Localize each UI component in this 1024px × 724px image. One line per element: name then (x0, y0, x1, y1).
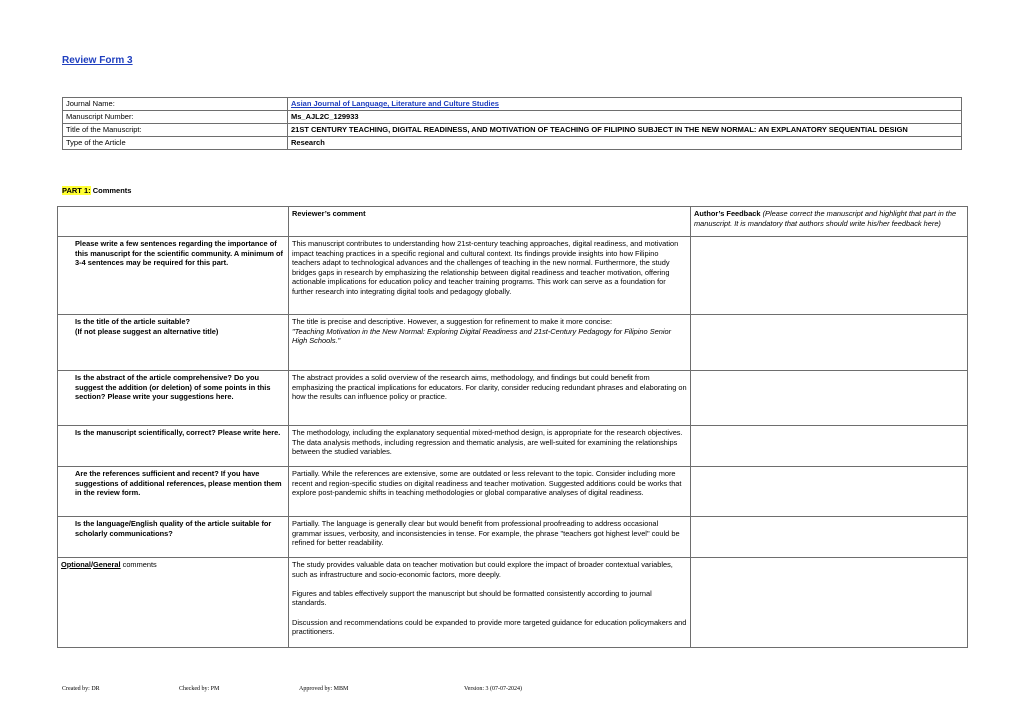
footer-version: Version: 3 (07-07-2024) (464, 686, 522, 692)
optional-paragraph-2: Figures and tables effectively support the manuscript but should be formatted consistently according to journal standards. (292, 588, 652, 608)
table-row (58, 426, 968, 467)
manuscript-number-label: Manuscript Number: (63, 111, 288, 124)
comments-table (57, 206, 968, 648)
manuscript-title-value: 21ST CENTURY TEACHING, DIGITAL READINESS, AND MOTIVATION OF TEACHING OF FILIPINO SUBJECT IN THE NEW NORMAL: AN EXPLANATORY SEQUENTIAL DESIGN (288, 124, 962, 137)
table-row (58, 237, 968, 315)
journal-row (63, 98, 962, 111)
author-feedback-cell[interactable] (691, 315, 968, 371)
manuscript-title-row (63, 124, 962, 137)
part-1-highlight: PART 1: (62, 186, 91, 195)
comment-title-suggestion: "Teaching Motivation in the New Normal: Exploring Digital Readiness and 21st-Century Pedagogy for Filipino Senior High Schools." (292, 326, 672, 346)
article-type-label: Type of the Article (63, 137, 288, 150)
comment-title (289, 315, 691, 371)
journal-label: Journal Name: (63, 98, 288, 111)
comment-language: Partially. The language is generally clear but would benefit from professional proofreading to address occasional grammar issues, verbosity, and inconsistencies in tense. For example, the phrase "teachers got highest level" could be refined for better readability. (289, 517, 691, 558)
manuscript-number-row (63, 111, 962, 124)
question-references: Are the references sufficient and recent? If you have suggestions of additional references, please mention them in the review form. (58, 467, 289, 517)
optional-label-slash: / (90, 560, 94, 569)
manuscript-info-table (62, 97, 962, 150)
header-reviewer-comment: Reviewer’s comment (289, 207, 691, 237)
question-language: Is the language/English quality of the article suitable for scholarly communications? (58, 517, 289, 558)
question-scientific: Is the manuscript scientifically, correct? Please write here. (58, 426, 289, 467)
question-importance: Please write a few sentences regarding the importance of this manuscript for the scientific community. A minimum of 3-4 sentences may be required for this part. (58, 237, 289, 315)
table-row (58, 371, 968, 426)
comment-abstract: The abstract provides a solid overview of the research aims, methodology, and findings but could benefit from emphasizing the practical implications for educators. For clarity, consider reducing redundant phrases and elaborating on how the results can influence policy or practice. (289, 371, 691, 426)
author-feedback-cell[interactable] (691, 517, 968, 558)
author-feedback-cell[interactable] (691, 467, 968, 517)
comment-title-text: The title is precise and descriptive. However, a suggestion for refinement to make it more concise: (292, 317, 612, 326)
author-feedback-cell[interactable] (691, 237, 968, 315)
comment-scientific: The methodology, including the explanatory sequential mixed-method design, is appropriate for the research objectives. The data analysis methods, including regression and thematic analysis, are well-suited for examining the relationships between the studied variables. (289, 426, 691, 467)
question-abstract: Is the abstract of the article comprehensive? Do you suggest the addition (or deletion) of some points in this section? Please write your suggestions here. (58, 371, 289, 426)
comments-header-row (58, 207, 968, 237)
journal-value-cell (288, 98, 962, 111)
optional-comments (289, 558, 691, 648)
footer-created-by: Created by: DR (62, 686, 100, 692)
footer-checked-by: Checked by: PM (179, 686, 220, 692)
article-type-row (63, 137, 962, 150)
comment-importance: This manuscript contributes to understanding how 21st-century teaching approaches, digital readiness, and motivation impact teaching practices in a specific regional and cultural context. Its findings provide insights into how Filipino teachers adapt to technological advances and the challenges of teaching in the new normal. Furthermore, the study bridges gaps in research by emphasizing the relationship between digital readiness and teacher motivation, offering actionable implications for education policy and teacher training programs. This work can serve as a foundation for further research into integrating digital tools and pedagogy globally. (289, 237, 691, 315)
optional-label-part2: General (93, 560, 121, 569)
author-feedback-cell[interactable] (691, 371, 968, 426)
question-title-line1: Is the title of the article suitable? (75, 317, 190, 326)
question-title (58, 315, 289, 371)
table-row (58, 315, 968, 371)
part-1-label: Comments (90, 186, 132, 195)
article-type-value: Research (288, 137, 962, 150)
comment-references: Partially. While the references are extensive, some are outdated or less relevant to the topic. Consider including more recent and region-specific studies on digital readiness and teacher motivation. Suggested additions could be works that explore post-pandemic shifts in teaching methodologies or global comparative analyses of digital readiness. (289, 467, 691, 517)
optional-label-rest: comments (120, 560, 157, 569)
table-row (58, 467, 968, 517)
part-1-heading (62, 186, 131, 195)
form-title: Review Form 3 (62, 55, 133, 66)
optional-comments-label (58, 558, 289, 648)
header-empty-cell (58, 207, 289, 237)
author-feedback-instructions: (Please correct the manuscript and highlight that part in the manuscript. It is mandatory that authors should write his/her feedback here) (694, 209, 957, 228)
author-feedback-cell[interactable] (691, 426, 968, 467)
header-author-feedback (691, 207, 968, 237)
journal-name-link[interactable]: Asian Journal of Language, Literature and Culture Studies (291, 99, 499, 108)
author-feedback-title: Author’s Feedback (694, 209, 761, 218)
table-row (58, 517, 968, 558)
manuscript-number-value: Ms_AJL2C_129933 (288, 111, 962, 124)
optional-paragraph-3: Discussion and recommendations could be expanded to provide more targeted guidance for education policymakers and practitioners. (292, 617, 687, 637)
table-row (58, 558, 968, 648)
optional-label-part1: Optional (61, 560, 91, 569)
footer-approved-by: Approved by: MBM (299, 686, 349, 692)
question-title-line2: (If not please suggest an alternative title) (75, 326, 219, 336)
author-feedback-cell[interactable] (691, 558, 968, 648)
manuscript-title-label: Title of the Manuscript: (63, 124, 288, 137)
optional-paragraph-1: The study provides valuable data on teacher motivation but could explore the impact of broader contextual variables, such as infrastructure and socio-economic factors, more deeply. (292, 560, 673, 579)
